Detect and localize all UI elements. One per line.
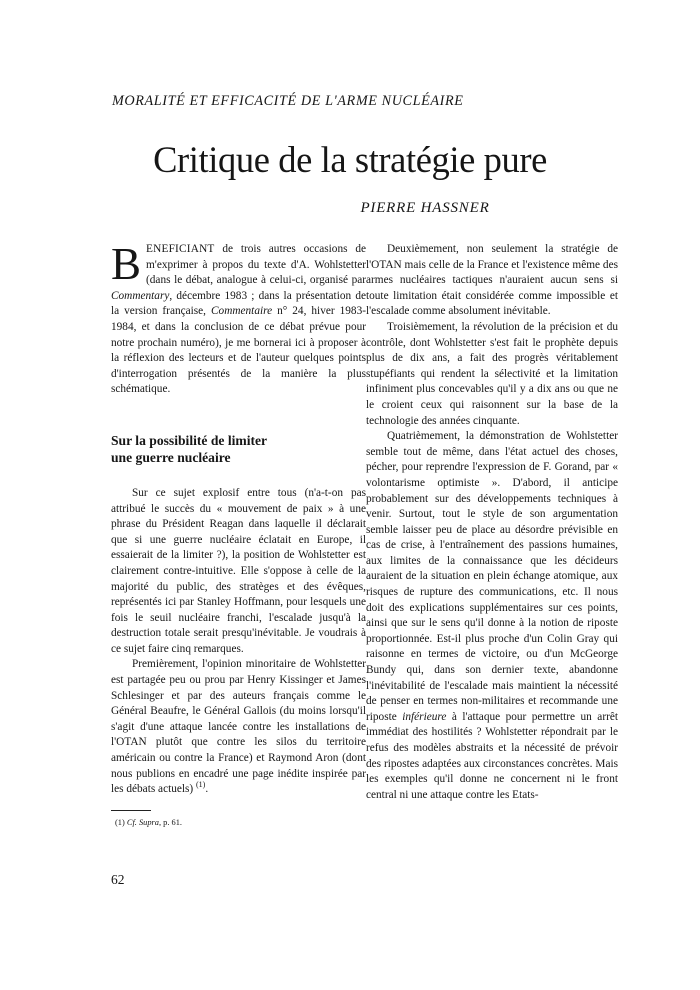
body-paragraph-2-end: .: [205, 783, 209, 796]
body-paragraph-2: [111, 657, 366, 797]
body-paragraph-2-text: Premièrement, l'opinion minoritaire de Wohlstetter est partagée peu ou prou par Henry Kissinger et James Schlesinger et par des auteurs français comme le Général Beaufre, le Général Gallois (du moins lorsqu'il s'agit d'une attaque lancée contre les installations de l'OTAN plutôt que contre les silos du territoire américain ou contre la France) et Raymond Aron (dont nous publions en encadré une page inédite inspirée par les débats actuels): [111, 658, 366, 796]
body-paragraph-4: Troisièmement, la révolution de la précision et du contrôle, dont Wohlstetter s'est fait le prophète depuis plus de dix ans, a fait des progrès véritablement stupéfiants qui rendent la sélectivité et la limitation infiniment plus concevables qu'il y a dix ans ou que ne le croient ceux qui raisonnent sur la base de la technologie des années cinquante.: [366, 320, 618, 427]
footnote-rule: [111, 810, 151, 811]
section-heading-line-1: Sur la possibilité de limiter: [111, 432, 268, 448]
body-paragraph-5: [366, 429, 618, 803]
footnote-rest: , p. 61.: [158, 817, 183, 827]
page-number: 62: [111, 872, 125, 887]
article-title: Critique de la stratégie pure: [153, 139, 547, 180]
section-heading-line-2: une guerre nucléaire: [111, 449, 231, 465]
left-column: [111, 239, 366, 828]
intro-first-word: ENEFICIANT: [146, 243, 215, 255]
footnote-number: (1): [115, 817, 125, 827]
article-author: PIERRE HASSNER: [360, 200, 490, 216]
footnote-reference: (1): [196, 780, 206, 790]
intro-text-3: n° 24, hiver 1983-1984, et dans la conclusion de ce débat prévue pour notre prochain numéro), je me bornerai ici à proposer à la réflexion des lecteurs et de l'auteur quelques points d'interrogation présentés de la manière la plus schématique.: [111, 305, 366, 396]
body-paragraph-5-end: à l'attaque pour permettre un arrêt immédiat des hostilités ? Wohlstetter répondrait par le refus des modèles abstraits et la nécessité de prévoir des ripostes adaptées aux circonstances concrètes. Mais les exemples qu'il donne ne concernent ni le front central ni une attaque contre les Etats-: [366, 710, 618, 801]
footnote-em: Cf. Supra: [126, 817, 159, 827]
body-paragraph-3: Deuxièmement, non seulement la stratégie de l'OTAN mais celle de la France et l'existence même des armes nucléaires tactiques n'auraient aucun sens si toute limitation était considérée comme impossible et l'escalade comme absolument inévitable.: [366, 243, 618, 318]
drop-cap: B: [111, 239, 142, 289]
running-head: MORALITÉ ET EFFICACITÉ DE L'ARME NUCLÉAIRE: [112, 93, 464, 109]
section-heading: [111, 432, 366, 466]
intro-text-2: , décembre 1983 ; dans la présentation de la version française,: [111, 289, 366, 318]
body-paragraph-5-text: Quatrièmement, la démonstration de Wohlstetter semble tout de même, dans l'état actuel des choses, pécher, pour reprendre l'expression de F. Gorand, par « volontarisme optimiste ». D'abord, il anticipe probablement sur des développements techniques à venir. Surtout, tout le style de son argumentation semble laisser peu de place au désordre prévisible en cas de crise, à l'entraînement des passions humaines, aux limites de la connaissance que les décideurs auraient de la situation en plein échange atomique, aux risques de rupture des communications, etc. Il nous doit des explications supplémentaires sur ces points, ainsi que sur le sens qu'il donne à la notion de riposte proportionnée. Est-il plus proche d'un Colin Gray qui raisonne en termes de victoire, ou d'un McGeorge Bundy qui, dans son dernier texte, abandonne l'inévitabilité de l'escalade mais maintient la nécessité de penser en termes non-militaires et recommande une riposte: [366, 430, 618, 723]
footnote: [111, 817, 366, 828]
intro-em-commentaire: Commentaire: [211, 305, 273, 318]
intro-em-commentary: Commentary: [111, 289, 170, 302]
intro-paragraph: [111, 239, 366, 398]
right-column: [366, 242, 618, 803]
intro-text-1: de trois autres occasions de m'exprimer à propos du texte d'A. Wohlstetter (dans le débat, analogue à celui-ci, organisé par: [146, 243, 366, 287]
body-paragraph-5-em: inférieure: [402, 710, 447, 723]
body-paragraph-1: Sur ce sujet explosif entre tous (n'a-t-on pas attribué le succès du « mouvement de paix » à une phrase du Président Reagan dans laquelle il déclarait que si une guerre nucléaire éclatait en Europe, il essaierait de la limiter ?), la position de Wohlstetter est clairement contre-intuitive. Elle s'oppose à celle de la majorité du public, des stratèges et des évêques, représentés ici par Stanley Hoffmann, pour lesquels une fois le seuil nucléaire franchi, l'escalade jusqu'à la destruction totale serait presqu'inévitable. Je voudrais à ce sujet faire cinq remarques.: [111, 486, 366, 655]
